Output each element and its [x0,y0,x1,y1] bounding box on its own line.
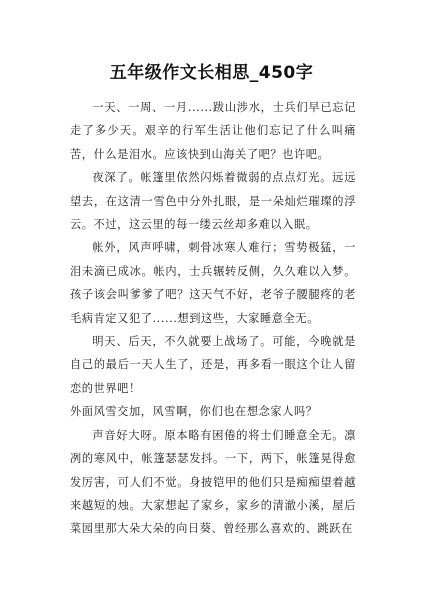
document-body [70,96,356,541]
paragraph-4: 明天、后天，不久就要上战场了。可能，今晚就是自己的最后一天人生了，还是，再多看一眼这个让人留恋的世界吧！ [70,335,356,395]
paragraph-3: 帐外，风声呼啸，刺骨冰寒人难行；雪势极猛，一泪未滴已成冰。帐内，士兵辗转反侧，久久难以入梦。孩子该会叫爹爹了吧？这天气不好，老爷子腰腿疼的老毛病肯定又犯了......想到这些，大家睡意全无。 [70,241,356,325]
document-title: 五年级作文长相思_450字 [109,63,314,83]
paragraph-2: 夜深了。帐篷里依然闪烁着微弱的点点灯光。远远望去，在这清一雪色中分外扎眼，是一朵灿烂璀璨的浮云。不过，这云里的每一缕云丝却多难以入眠。 [70,171,356,232]
paragraph-6: 声音好大呀。原本略有困倦的将士们睡意全无。凛冽的寒风中，帐篷瑟瑟发抖。一下，两下，帐篷晃得愈发厉害，可人们不觉。身披铠甲的他们只是痴痴望着越来越短的烛。大家想起了家乡，家乡的清澈小溪，屋后菜园里那大朵大朵的向日葵、曾经那么喜欢的、跳跃在 [70,428,356,536]
paragraph-5: 外面风雪交加，风雪啊，你们也在想念家人吗？ [70,405,318,419]
paragraph-1: 一天、一周、一月......跋山涉水，士兵们早已忘记走了多少天。艰辛的行军生活让他们忘记了什么叫痛苦，什么是泪水。应该快到山海关了吧？也许吧。 [70,101,356,161]
